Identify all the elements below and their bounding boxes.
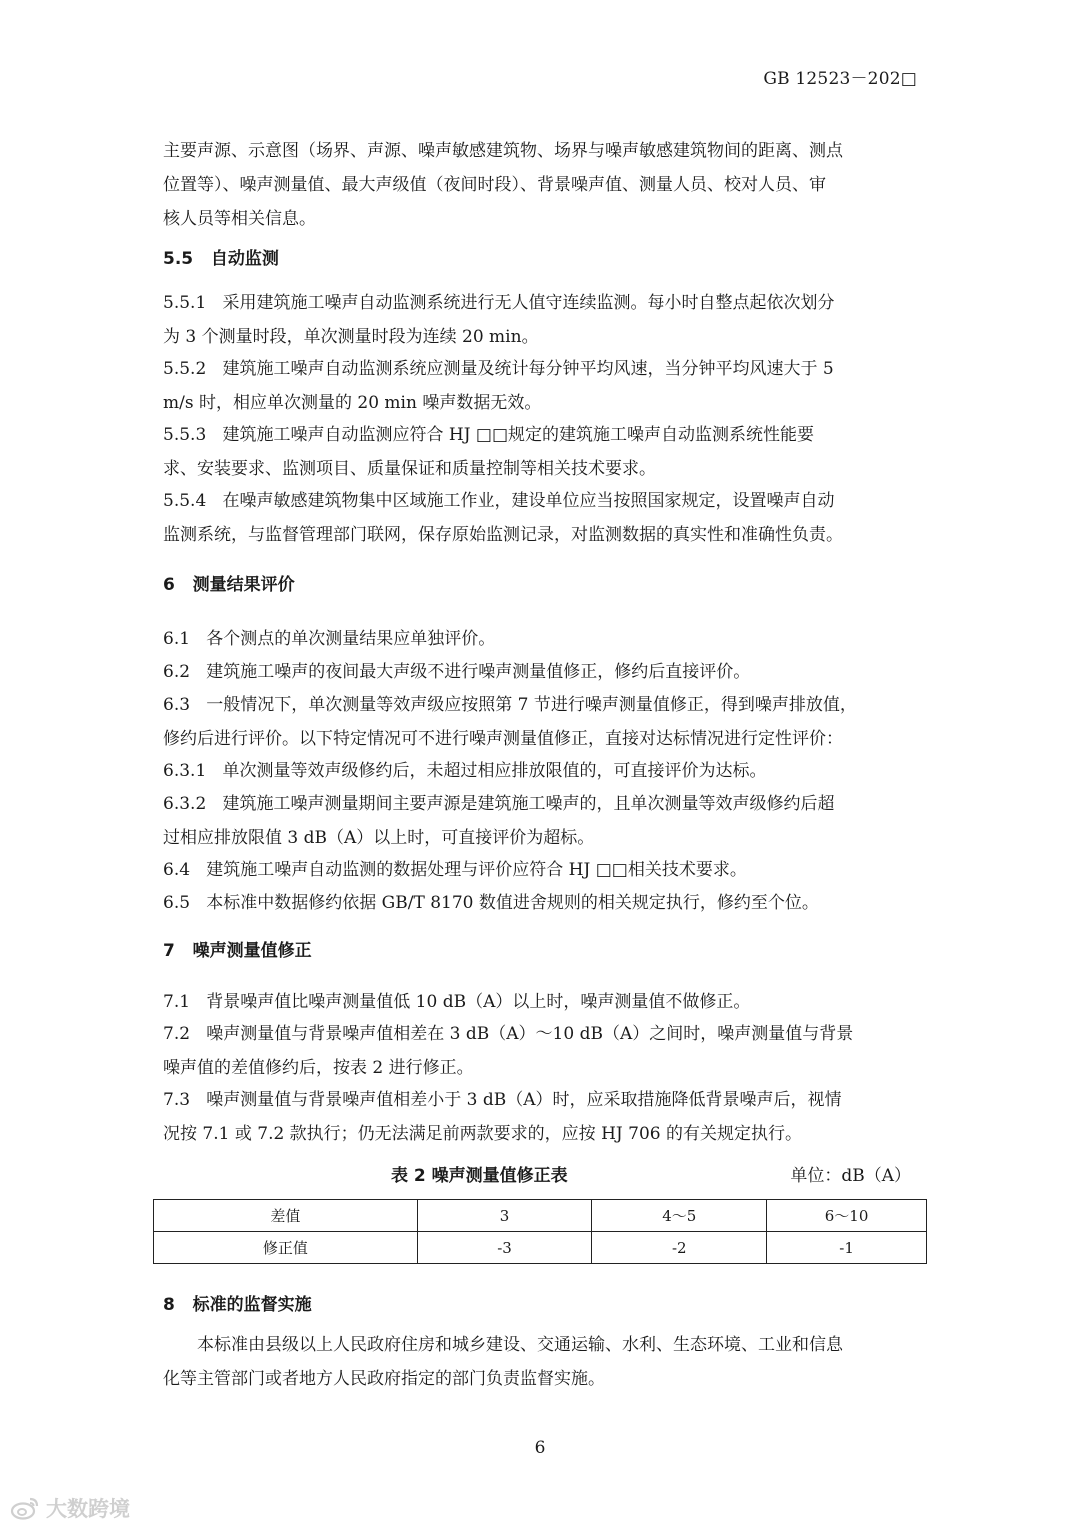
clause-6-3-1 [163,754,919,788]
text-line: 主要声源、示意图（场界、声源、噪声敏感建筑物、场界与噪声敏感建筑物间的距离、测点 [163,141,843,161]
text-line: 化等主管部门或者地方人民政府指定的部门负责监督实施。 [163,1369,605,1389]
text-line: 在噪声敏感建筑物集中区域施工作业，建设单位应当按照国家规定，设置噪声自动 [222,491,835,511]
text-line: 单次测量等效声级修约后，未超过相应排放限值的，可直接评价为达标。 [222,761,767,781]
text-line: 噪声值的差值修约后，按表 2 进行修正。 [163,1058,474,1078]
text-line: 修约后进行评价。以下特定情况可不进行噪声测量值修正，直接对达标情况进行定性评价： [163,729,843,749]
text-line: 一般情况下，单次测量等效声级应按照第 7 节进行噪声测量值修正，得到噪声排放值， [206,695,857,715]
text-line: 求、安装要求、监测项目、质量保证和质量控制等相关技术要求。 [163,459,656,479]
text-line: 位置等）、噪声测量值、最大声级值（夜间时段）、背景噪声值、测量人员、校对人员、审 [163,175,826,195]
section-heading-5-5 [163,242,919,276]
clause-number: 6.3 [163,695,191,715]
table-caption-row [163,1161,919,1191]
table-cell: 修正值 [154,1232,418,1264]
section-heading-8 [163,1288,919,1322]
text-line: 噪声测量值与背景噪声值相差小于 3 dB（A）时，应采取措施降低背景噪声后，视情 [206,1090,842,1110]
watermark-text: 大数跨境 [46,1497,130,1521]
table-cell: 差值 [154,1200,418,1232]
clause-number: 6.3.1 [163,761,207,781]
clause-7-1 [163,985,919,1019]
table-cell: -1 [767,1232,927,1264]
clause-number: 5.5.2 [163,359,207,379]
text-line: 噪声测量值与背景噪声值相差在 3 dB（A）～10 dB（A）之间时，噪声测量值与背景 [206,1024,854,1044]
text-line: 况按 7.1 或 7.2 款执行；仍无法满足前两款要求的，应按 HJ 706 的有关规定执行。 [163,1124,802,1144]
page-number: 6 [534,1438,546,1458]
section-number: 8 [163,1295,175,1315]
text-line: 各个测点的单次测量结果应单独评价。 [206,629,496,649]
clause-number: 7.3 [163,1090,191,1110]
text-line: 过相应排放限值 3 dB（A）以上时，可直接评价为超标。 [163,828,595,848]
text-line: 建筑施工噪声自动监测系统应测量及统计每分钟平均风速，当分钟平均风速大于 5 [222,359,834,379]
correction-table [153,1199,927,1264]
section-title: 自动监测 [210,249,279,269]
text-line: 采用建筑施工噪声自动监测系统进行无人值守连续监测。每小时自整点起依次划分 [222,293,835,313]
clause-number: 6.2 [163,662,191,682]
clause-6-2 [163,655,919,689]
table-cell: 4～5 [592,1200,767,1232]
section-title: 标准的监督实施 [192,1295,312,1315]
intro-paragraph [163,134,919,236]
clause-5-5-4 [163,484,919,552]
section-number: 7 [163,941,175,961]
clause-6-1 [163,622,919,656]
text-line: 本标准由县级以上人民政府住房和城乡建设、交通运输、水利、生态环境、工业和信息 [197,1335,843,1355]
text-line: 核人员等相关信息。 [163,209,316,229]
clause-7-3 [163,1083,919,1151]
text-line: 监测系统，与监督管理部门联网，保存原始监测记录，对监测数据的真实性和准确性负责。 [163,525,843,545]
clause-number: 6.5 [163,893,191,913]
text-line: 本标准中数据修约依据 GB/T 8170 数值进舍规则的相关规定执行，修约至个位。 [206,893,819,913]
table-row [154,1232,927,1264]
weibo-logo-icon [10,1496,40,1520]
table-row [154,1200,927,1232]
text-line: 建筑施工噪声测量期间主要声源是建筑施工噪声的，且单次测量等效声级修约后超 [222,794,835,814]
clause-number: 6.1 [163,629,191,649]
clause-6-3 [163,688,919,756]
section-title: 噪声测量值修正 [192,941,312,961]
clause-5-5-3 [163,418,919,486]
table-caption: 表 2 噪声测量值修正表 [391,1166,568,1186]
table-cell: 3 [417,1200,592,1232]
table-cell: 6～10 [767,1200,927,1232]
clause-number: 5.5.1 [163,293,207,313]
watermark [10,1493,130,1523]
clause-7-2 [163,1017,919,1085]
section-number: 6 [163,575,175,595]
section-8-body [163,1328,919,1396]
text-line: 建筑施工噪声的夜间最大声级不进行噪声测量值修正，修约后直接评价。 [206,662,751,682]
text-line: 建筑施工噪声自动监测应符合 HJ □□规定的建筑施工噪声自动监测系统性能要 [222,425,815,445]
table-cell: -2 [592,1232,767,1264]
text-line: 建筑施工噪声自动监测的数据处理与评价应符合 HJ □□相关技术要求。 [206,860,747,880]
table-unit: 单位：dB（A） [790,1166,911,1186]
document-code: GB 12523－202□ [763,69,917,89]
text-line: 背景噪声值比噪声测量值低 10 dB（A）以上时，噪声测量值不做修正。 [206,992,751,1012]
section-heading-7 [163,934,919,968]
clause-number: 5.5.3 [163,425,207,445]
section-title: 测量结果评价 [192,575,295,595]
clause-number: 7.2 [163,1024,191,1044]
text-line: m/s 时，相应单次测量的 20 min 噪声数据无效。 [163,393,542,413]
clause-number: 6.4 [163,860,191,880]
clause-number: 6.3.2 [163,794,207,814]
clause-number: 7.1 [163,992,191,1012]
section-number: 5.5 [163,249,194,269]
text-line: 为 3 个测量时段，单次测量时段为连续 20 min。 [163,327,539,347]
clause-number: 5.5.4 [163,491,207,511]
clause-5-5-2 [163,352,919,420]
clause-6-3-2 [163,787,919,855]
clause-6-4 [163,853,919,887]
table-cell: -3 [417,1232,592,1264]
clause-5-5-1 [163,286,919,354]
section-heading-6 [163,568,919,602]
clause-6-5 [163,886,919,920]
